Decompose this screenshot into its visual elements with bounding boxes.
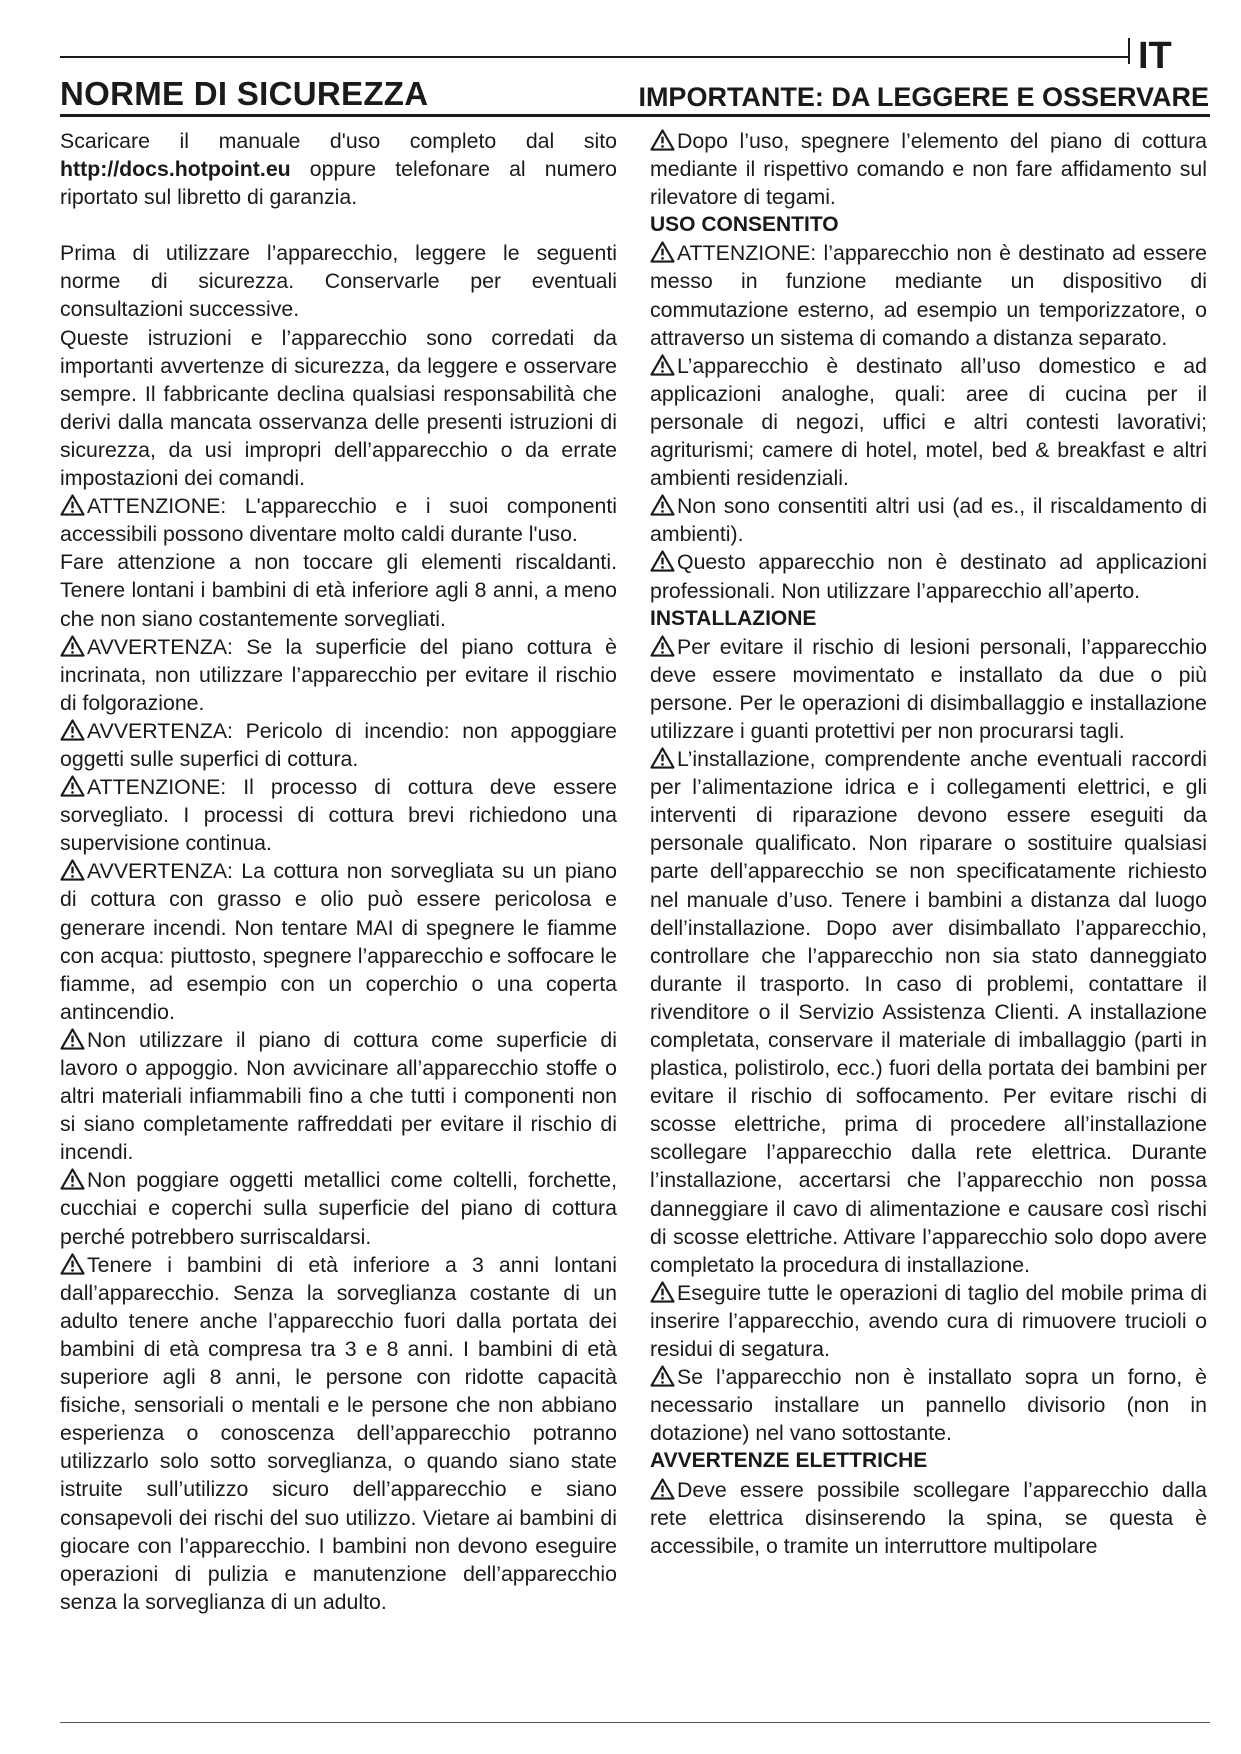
warning-item	[60, 492, 617, 548]
warning-icon	[650, 1281, 675, 1303]
warning-icon	[60, 775, 85, 797]
warning-text: Eseguire tutte le operazioni di taglio del mobile prima di inserire l’apparecchio, avendo cura di rimuovere trucioli o residui di segatura.	[650, 1280, 1207, 1362]
warning-item	[60, 773, 617, 857]
warning-item	[650, 1363, 1207, 1447]
section-heading: AVVERTENZE ELETTRICHE	[650, 1449, 928, 1473]
warning-item	[650, 745, 1207, 1279]
footer-rule	[60, 1722, 1210, 1723]
warning-text: ATTENZIONE: Il processo di cottura deve essere sorvegliato. I processi di cottura brevi richiedono una supervisione continua.	[60, 775, 617, 856]
warning-icon	[650, 1365, 675, 1387]
warning-icon	[60, 494, 85, 516]
warning-icon	[650, 494, 675, 516]
warning-item	[650, 127, 1207, 211]
warning-text: Tenere i bambini di età inferiore a 3 anni lontani dall’apparecchio. Senza la sorveglianza costante di un adulto tenere anche l’apparecchio fuori dalla portata dei bambini di età compresa tra 3 e 8 anni. I bambini di età superiore agli 8 anni, le persone con ridotte capacità fisiche, sensoriali o mentali e le persone che non abbiano esperienza o conoscenza dell’apparecchio potranno utilizzarlo solo sotto sorveglianza, o quando siano state istruite sull’utilizzo sicuro dell’apparecchio e siano consapevoli dei rischi del suo utilizzo. Vietare ai bambini di giocare con l’apparecchio. I bambini non devono eseguire operazioni di pulizia e manutenzione dell’apparecchio senza la sorveglianza di un adulto.	[60, 1252, 617, 1614]
warning-item	[650, 633, 1207, 745]
page-subtitle: IMPORTANTE: DA LEGGERE E OSSERVARE	[638, 82, 1209, 112]
warning-icon	[60, 719, 85, 741]
warning-item	[60, 1026, 617, 1166]
header-rule	[60, 56, 1128, 58]
paragraph: Prima di utilizzare l’apparecchio, leggere le seguenti norme di sicurezza. Conservarle per eventuali consultazioni successive.	[60, 241, 617, 322]
paragraph: Fare attenzione a non toccare gli elementi riscaldanti. Tenere lontani i bambini di età inferiore agli 8 anni, a meno che non siano costantemente sorvegliati.	[60, 550, 617, 631]
warning-text: ATTENZIONE: l’apparecchio non è destinato ad essere messo in funzione mediante un dispositivo di commutazione esterno, ad esempio un temporizzatore, o attraverso un sistema di comando a distanza separato.	[650, 241, 1207, 350]
right-column	[650, 127, 1207, 1560]
warning-item	[650, 548, 1207, 604]
section-heading: USO CONSENTITO	[650, 213, 839, 237]
title-underline	[60, 114, 1210, 117]
warning-text: AVVERTENZA: La cottura non sorvegliata su un piano di cottura con grasso e olio può essere pericolosa e generare incendi. Non tentare MAI di spegnere le fiamme con acqua: piuttosto, spegnere l’apparecchio e soffocare le fiamme, ad esempio con un coperchio o una coperta antincendio.	[60, 859, 617, 1024]
warning-item	[60, 1251, 617, 1616]
warning-text: Questo apparecchio non è destinato ad applicazioni professionali. Non utilizzare l’apparecchio all’aperto.	[650, 550, 1207, 603]
warning-item	[650, 492, 1207, 548]
left-column	[60, 127, 617, 1616]
intro-paragraph	[60, 127, 617, 211]
warning-text: Per evitare il rischio di lesioni personali, l’apparecchio deve essere movimentato e installato da due o più persone. Per le operazioni di disimballaggio e installazione utilizzare i guanti protettivi per non procurarsi tagli.	[650, 634, 1207, 743]
warning-text: Dopo l’uso, spegnere l’elemento del piano di cottura mediante il rispettivo comando e non fare affidamento sul rilevatore di tegami.	[650, 129, 1207, 210]
warning-icon	[650, 550, 675, 572]
warning-icon	[60, 635, 85, 657]
paragraph: Queste istruzioni e l’apparecchio sono corredati da importanti avvertenze di sicurezza, da leggere e osservare sempre. Il fabbricante declina qualsiasi responsabilità che derivi dalla mancata osservanza delle presenti istruzioni di sicurezza, da usi impropri dell’apparecchio o da errate impostazioni dei comandi.	[60, 325, 617, 491]
warning-text: Deve essere possibile scollegare l’apparecchio dalla rete elettrica disinserendo la spina, se questa è accessibile, o tramite un interruttore multipolare	[650, 1477, 1207, 1558]
warning-icon	[650, 635, 675, 657]
warning-item	[60, 717, 617, 773]
warning-text: L’installazione, comprendente anche eventuali raccordi per l’alimentazione idrica e i collegamenti elettrici, e gli interventi di riparazione devono essere eseguiti da personale qualificato. Non riparare o sostituire qualsiasi parte dell’apparecchio se non specificatamente richiesto nel manuale d’uso. Tenere i bambini a distanza dal luogo dell’installazione. Dopo aver disimballato l’apparecchio, controllare che l’apparecchio non sia stato danneggiato durante il trasporto. In caso di problemi, contattare il rivenditore o il Servizio Assistenza Clienti. A installazione completata, conservare il materiale di imballaggio (parti in plastica, polistirolo, ecc.) fuori della portata dei bambini per evitare il rischio di soffocamento. Per evitare rischi di scosse elettriche, prima di procedere all’installazione scollegare l’apparecchio dalla rete elettrica. Durante l’installazione, accertarsi che l’apparecchio non possa danneggiare il cavo di alimentazione e causare così rischi di scosse elettriche. Attivare l’apparecchio solo dopo avere completato la procedura di installazione.	[650, 747, 1207, 1277]
section-heading: INSTALLAZIONE	[650, 606, 817, 630]
warning-item	[60, 1166, 617, 1250]
intro-text-end: oppure telefonare al numero riportato sul libretto di garanzia.	[60, 157, 617, 210]
warning-text: AVVERTENZA: Pericolo di incendio: non appoggiare oggetti sulle superfici di cottura.	[60, 718, 617, 771]
warning-text: ATTENZIONE: L'apparecchio e i suoi componenti accessibili possono diventare molto caldi durante l'uso.	[60, 494, 617, 547]
warning-text: Non sono consentiti altri usi (ad es., il riscaldamento di ambienti).	[650, 494, 1207, 547]
warning-text: Non utilizzare il piano di cottura come superficie di lavoro o appoggio. Non avvicinare all’apparecchio stoffe o altri materiali infiammabili fino a che tutti i componenti non si siano completamente raffreddati per evitare il rischio di incendi.	[60, 1027, 617, 1165]
manual-url-link[interactable]: http://docs.hotpoint.eu	[60, 157, 291, 182]
warning-icon	[650, 354, 675, 376]
warning-icon	[60, 1028, 85, 1050]
warning-icon	[60, 859, 85, 881]
warning-item	[650, 1476, 1207, 1560]
warning-item	[650, 352, 1207, 492]
header-rule-tick	[1128, 38, 1130, 64]
warning-item	[60, 857, 617, 1026]
warning-text: Non poggiare oggetti metallici come coltelli, forchette, cucchiai e coperchi sulla superficie del piano di cottura perché potrebbero surriscaldarsi.	[60, 1168, 617, 1249]
page-title: NORME DI SICUREZZA	[60, 75, 429, 112]
warning-item	[650, 1279, 1207, 1363]
intro-text: Scaricare il manuale d'uso completo dal sito	[60, 129, 617, 153]
warning-text: L’apparecchio è destinato all’uso domestico e ad applicazioni analoghe, quali: aree di cucina per il personale di negozi, uffici e altri contesti lavorativi; agriturismi; camere di hotel, motel, bed & breakfast e altri ambienti residenziali.	[650, 353, 1207, 491]
warning-icon	[60, 1253, 85, 1275]
language-code: IT	[1138, 35, 1172, 77]
warning-icon	[650, 129, 675, 151]
warning-icon	[650, 1478, 675, 1500]
warning-icon	[650, 747, 675, 769]
warning-icon	[650, 241, 675, 263]
warning-text: AVVERTENZA: Se la superficie del piano cottura è incrinata, non utilizzare l’apparecchio per evitare il rischio di folgorazione.	[60, 634, 617, 715]
warning-item	[650, 239, 1207, 351]
warning-item	[60, 633, 617, 717]
warning-icon	[60, 1168, 85, 1190]
warning-text: Se l’apparecchio non è installato sopra un forno, è necessario installare un pannello divisorio (non in dotazione) nel vano sottostante.	[650, 1365, 1207, 1446]
